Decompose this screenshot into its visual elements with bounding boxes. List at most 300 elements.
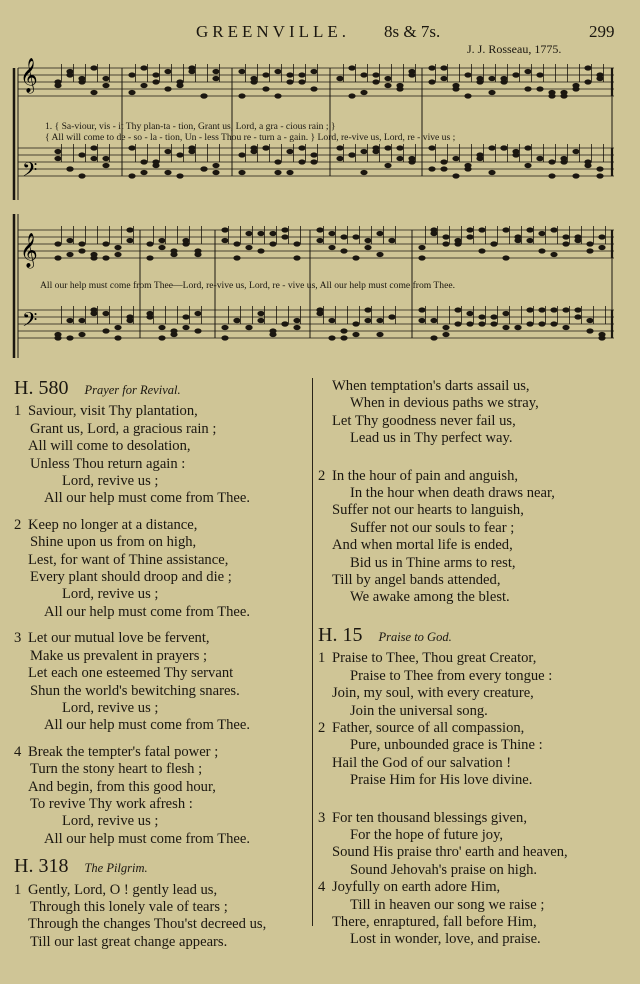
note-head [245, 231, 252, 236]
page-number: 299 [589, 22, 615, 41]
note-head [538, 307, 545, 312]
tune-name: GREENVILLE. [196, 22, 351, 41]
note-head [102, 76, 109, 81]
note-head [442, 332, 449, 337]
note-head [376, 318, 383, 323]
note-head [310, 69, 317, 74]
note-head [384, 145, 391, 150]
note-head [466, 321, 473, 326]
note-head [384, 83, 391, 88]
note-head [428, 166, 435, 171]
note-head [250, 145, 257, 150]
note-head [194, 328, 201, 333]
underlay-line-3: All our help must come from Thee—Lord, re-vive us, Lord, re - vive us, All our help must come from Thee. [40, 280, 456, 291]
note-head [372, 72, 379, 77]
note-head [114, 245, 121, 250]
note-head [440, 159, 447, 164]
note-head [514, 325, 521, 330]
note-head [281, 234, 288, 239]
note-head [146, 311, 153, 316]
note-head [514, 234, 521, 239]
note-head [66, 72, 73, 77]
note-head [488, 170, 495, 175]
note-head [574, 234, 581, 239]
note-head [212, 170, 219, 175]
note-head [440, 166, 447, 171]
note-head [78, 173, 85, 178]
treble-clef-icon: 𝄞 [20, 233, 38, 268]
note-head [364, 238, 371, 243]
note-head [200, 93, 207, 98]
note-head [348, 93, 355, 98]
note-head [574, 307, 581, 312]
note-head [164, 69, 171, 74]
note-head [388, 238, 395, 243]
note-head [340, 335, 347, 340]
note-head [428, 145, 435, 150]
treble-clef-icon: 𝄞 [20, 58, 38, 93]
note-head [454, 241, 461, 246]
note-head [126, 238, 133, 243]
note-head [257, 311, 264, 316]
note-head [102, 156, 109, 161]
note-head [408, 72, 415, 77]
note-head [233, 241, 240, 246]
note-head [212, 76, 219, 81]
note-head [364, 245, 371, 250]
note-head [164, 170, 171, 175]
note-head [478, 321, 485, 326]
note-head [274, 159, 281, 164]
note-head [550, 307, 557, 312]
note-head [328, 245, 335, 250]
note-head [560, 90, 567, 95]
column-divider [312, 378, 313, 926]
note-head [54, 335, 61, 340]
note-head [274, 170, 281, 175]
note-head [298, 72, 305, 77]
note-head [269, 328, 276, 333]
note-head [550, 321, 557, 326]
note-head [512, 72, 519, 77]
note-head [146, 255, 153, 260]
note-head [488, 145, 495, 150]
note-head [418, 255, 425, 260]
note-head [572, 173, 579, 178]
note-head [286, 170, 293, 175]
note-head [146, 241, 153, 246]
note-head [526, 307, 533, 312]
note-head [126, 227, 133, 232]
note-head [476, 156, 483, 161]
note-head [340, 234, 347, 239]
composer-credit: J. J. Rosseau, 1775. [467, 42, 562, 56]
note-head [452, 156, 459, 161]
note-head [182, 238, 189, 243]
note-head [66, 318, 73, 323]
note-head [598, 234, 605, 239]
note-head [78, 248, 85, 253]
note-head [269, 241, 276, 246]
note-head [584, 159, 591, 164]
note-head [442, 241, 449, 246]
note-head [376, 252, 383, 257]
hymn-15-heading: H. 15 Praise to God. [318, 623, 452, 646]
note-head [478, 248, 485, 253]
note-head [78, 241, 85, 246]
note-head [440, 65, 447, 70]
note-head [488, 76, 495, 81]
hymn-318-heading: H. 318 The Pilgrim. [14, 855, 148, 878]
note-head [526, 321, 533, 326]
note-head [586, 318, 593, 323]
note-head [90, 311, 97, 316]
note-head [452, 173, 459, 178]
note-head [574, 314, 581, 319]
note-head [238, 152, 245, 157]
note-head [526, 238, 533, 243]
note-head [200, 166, 207, 171]
note-head [54, 255, 61, 260]
note-head [428, 65, 435, 70]
note-head [364, 318, 371, 323]
note-head [233, 255, 240, 260]
note-head [586, 328, 593, 333]
note-head [454, 321, 461, 326]
note-head [66, 238, 73, 243]
note-head [316, 227, 323, 232]
system-1 [14, 68, 18, 200]
note-head [66, 166, 73, 171]
note-head [164, 86, 171, 91]
note-head [269, 231, 276, 236]
note-head [78, 152, 85, 157]
note-head [90, 255, 97, 260]
meter: 8s & 7s. [384, 22, 441, 41]
note-head [238, 170, 245, 175]
note-head [310, 159, 317, 164]
note-head [596, 173, 603, 178]
note-head [348, 65, 355, 70]
note-head [348, 152, 355, 157]
note-head [360, 149, 367, 154]
note-head [418, 245, 425, 250]
note-head [340, 248, 347, 253]
note-head [440, 76, 447, 81]
note-head [310, 86, 317, 91]
note-head [281, 227, 288, 232]
note-head [182, 314, 189, 319]
note-head [524, 86, 531, 91]
note-head [90, 90, 97, 95]
note-head [316, 238, 323, 243]
note-head [194, 248, 201, 253]
note-head [478, 314, 485, 319]
note-head [490, 241, 497, 246]
note-head [550, 227, 557, 232]
note-head [430, 335, 437, 340]
note-head [78, 318, 85, 323]
note-head [257, 318, 264, 323]
hymn-580-heading: H. 580 Prayer for Revival. [14, 377, 181, 399]
note-head [364, 307, 371, 312]
note-head [286, 72, 293, 77]
note-head [262, 72, 269, 77]
note-head [336, 145, 343, 150]
note-head [102, 328, 109, 333]
note-head [102, 255, 109, 260]
note-head [408, 156, 415, 161]
note-head [286, 149, 293, 154]
note-head [316, 311, 323, 316]
underlay-line-1: 1. { Sa-viour, vis - it Thy plan-ta - tion, Grant us, Lord, a gra - cious rain ; } [45, 121, 336, 132]
note-head [194, 311, 201, 316]
note-head [464, 163, 471, 168]
note-head [128, 90, 135, 95]
note-head [212, 163, 219, 168]
note-head [221, 238, 228, 243]
system-2 [14, 214, 18, 358]
note-head [376, 231, 383, 236]
note-head [524, 163, 531, 168]
note-head [54, 241, 61, 246]
note-head [502, 325, 509, 330]
note-head [360, 90, 367, 95]
note-head [430, 318, 437, 323]
note-head [328, 335, 335, 340]
note-head [66, 335, 73, 340]
note-head [376, 332, 383, 337]
note-head [476, 79, 483, 84]
note-head [90, 145, 97, 150]
note-head [182, 325, 189, 330]
note-head [274, 93, 281, 98]
note-head [102, 311, 109, 316]
note-head [596, 76, 603, 81]
note-head [454, 307, 461, 312]
note-head [584, 79, 591, 84]
note-head [140, 65, 147, 70]
note-head [212, 69, 219, 74]
note-head [388, 314, 395, 319]
note-head [90, 156, 97, 161]
note-head [466, 311, 473, 316]
note-head [490, 321, 497, 326]
note-head [488, 90, 495, 95]
note-head [245, 245, 252, 250]
note-head [548, 173, 555, 178]
note-head [396, 83, 403, 88]
note-head [596, 166, 603, 171]
note-head [140, 159, 147, 164]
note-head [114, 335, 121, 340]
note-head [372, 79, 379, 84]
note-head [548, 93, 555, 98]
note-head [176, 152, 183, 157]
note-head [340, 328, 347, 333]
note-head [293, 255, 300, 260]
note-head [372, 145, 379, 150]
note-head [221, 335, 228, 340]
note-head [536, 72, 543, 77]
note-head [233, 318, 240, 323]
note-head [336, 76, 343, 81]
note-head [293, 325, 300, 330]
note-head [360, 72, 367, 77]
note-head [572, 149, 579, 154]
note-head [250, 79, 257, 84]
note-head [158, 245, 165, 250]
note-head [128, 72, 135, 77]
note-head [384, 76, 391, 81]
note-head [152, 159, 159, 164]
note-head [310, 152, 317, 157]
note-head [336, 156, 343, 161]
note-head [352, 332, 359, 337]
note-head [526, 227, 533, 232]
note-head [176, 79, 183, 84]
note-head [262, 86, 269, 91]
note-head [360, 170, 367, 175]
note-head [238, 93, 245, 98]
note-head [274, 69, 281, 74]
note-head [442, 234, 449, 239]
note-head [257, 248, 264, 253]
note-head [328, 318, 335, 323]
note-head [466, 227, 473, 232]
note-head [102, 163, 109, 168]
note-head [298, 79, 305, 84]
note-head [262, 145, 269, 150]
note-head [442, 325, 449, 330]
note-head [54, 156, 61, 161]
note-head [478, 227, 485, 232]
note-head [538, 231, 545, 236]
note-head [538, 248, 545, 253]
note-head [114, 325, 121, 330]
note-head [396, 156, 403, 161]
note-head [286, 79, 293, 84]
note-head [562, 234, 569, 239]
note-head [245, 325, 252, 330]
note-head [396, 145, 403, 150]
note-head [586, 241, 593, 246]
note-head [298, 159, 305, 164]
note-head [114, 252, 121, 257]
note-head [221, 227, 228, 232]
note-head [384, 163, 391, 168]
note-head [54, 149, 61, 154]
note-head [428, 79, 435, 84]
bass-clef-icon: 𝄢 [22, 308, 38, 336]
note-head [464, 72, 471, 77]
note-head [140, 170, 147, 175]
note-head [221, 325, 228, 330]
note-head [140, 83, 147, 88]
note-head [452, 83, 459, 88]
note-head [352, 321, 359, 326]
note-head [572, 83, 579, 88]
note-head [418, 318, 425, 323]
note-head [158, 335, 165, 340]
note-head [281, 321, 288, 326]
note-head [548, 159, 555, 164]
note-head [328, 231, 335, 236]
note-head [502, 311, 509, 316]
note-head [176, 173, 183, 178]
note-head [502, 255, 509, 260]
note-head [102, 241, 109, 246]
note-head [524, 145, 531, 150]
note-head [128, 145, 135, 150]
note-head [158, 238, 165, 243]
note-head [584, 65, 591, 70]
note-head [78, 332, 85, 337]
bass-clef-icon: 𝄢 [22, 158, 38, 186]
note-head [188, 65, 195, 70]
note-head [126, 318, 133, 323]
note-head [298, 145, 305, 150]
note-head [586, 248, 593, 253]
note-head [502, 227, 509, 232]
note-head [512, 152, 519, 157]
note-head [170, 252, 177, 257]
note-head [536, 86, 543, 91]
note-head [562, 307, 569, 312]
note-head [293, 241, 300, 246]
note-head [538, 321, 545, 326]
note-head [598, 245, 605, 250]
note-head [128, 173, 135, 178]
note-head [562, 325, 569, 330]
note-head [158, 325, 165, 330]
note-head [352, 255, 359, 260]
note-head [500, 76, 507, 81]
note-head [66, 252, 73, 257]
staves [18, 68, 614, 338]
note-head [188, 149, 195, 154]
note-head [54, 83, 61, 88]
note-head [500, 145, 507, 150]
note-head [102, 83, 109, 88]
note-head [257, 231, 264, 236]
note-head [550, 252, 557, 257]
note-head [164, 149, 171, 154]
music-score [0, 0, 640, 370]
note-head [170, 328, 177, 333]
note-head [152, 79, 159, 84]
note-head [524, 69, 531, 74]
note-head [430, 231, 437, 236]
note-head [464, 93, 471, 98]
note-head [152, 72, 159, 77]
note-head [490, 314, 497, 319]
right-column: When temptation's darts assail us, When in devious paths we stray, Let Thy goodness never fail us, Lead us in Thy perfect way. 2 In the hour of pain and anguish, In the hour when death draws near, Suffer not our hearts to languish, Suffer not our souls to fear ; And when mortal life is ended, Bid us in Thine arms to rest, Till by angel bands attended, We awake among the blest. H. 15 Praise to God. 1 Praise to Thee, Thou great Creator, Praise to Thee from every tongue : Join, my soul, with every creature, Join the universal song. 2 Father, source of all compassion, Pure, unbounded grace is Thine : Hail the God of our salvation ! Praise Him for His love divine. 3 For ten thousand blessings given, For the hope of future joy, Sound His praise thro' earth and heaven, Sound Jehovah's praise on high. 4 Joyfully on earth adore Him, Till in heaven our song we raise ; There, enraptured, fall before Him, Lost in wonder, love, and praise. [318, 378, 628, 949]
note-head [78, 79, 85, 84]
note-head [560, 156, 567, 161]
note-head [90, 65, 97, 70]
note-head [238, 69, 245, 74]
note-head [562, 241, 569, 246]
note-head [466, 234, 473, 239]
note-head [352, 234, 359, 239]
note-head [536, 156, 543, 161]
left-column: H. 580 Prayer for Revival. 1 Saviour, visit Thy plantation, Grant us, Lord, a gracious rain ; All will come to desolation, Unless Thou return again : Lord, revive us ; All our help must come from Thee. 2 Keep no longer at a distance, Shine upon us from on high, Lest, for want of Thine assistance, Every plant should droop and die ; Lord, revive us ; All our help must come from Thee. 3 Let our mutual love be fervent, Make us prevalent in prayers ; Let each one esteemed Thy servant Shun the world's bewitching snares. Lord, revive us ; All our help must come from Thee. 4 Break the tempter's fatal power ; Turn the stony heart to flesh ; And begin, from this good hour, To revive Thy work afresh : Lord, revive us ; All our help must come from Thee. H. 318 The Pilgrim. 1 Gently, Lord, O ! gently lead us, Through this lonely vale of tears ; Through the changes Thou'st decreed us, Till our last great change appears. [14, 380, 309, 951]
note-head [293, 318, 300, 323]
note-head [418, 307, 425, 312]
note-head [598, 332, 605, 337]
underlay-line-2: { All will come to de - so - la - tion, Un - less Thou re - turn a - gain. } Lord, re-vive us, Lord, re - vive us ; [45, 132, 456, 143]
